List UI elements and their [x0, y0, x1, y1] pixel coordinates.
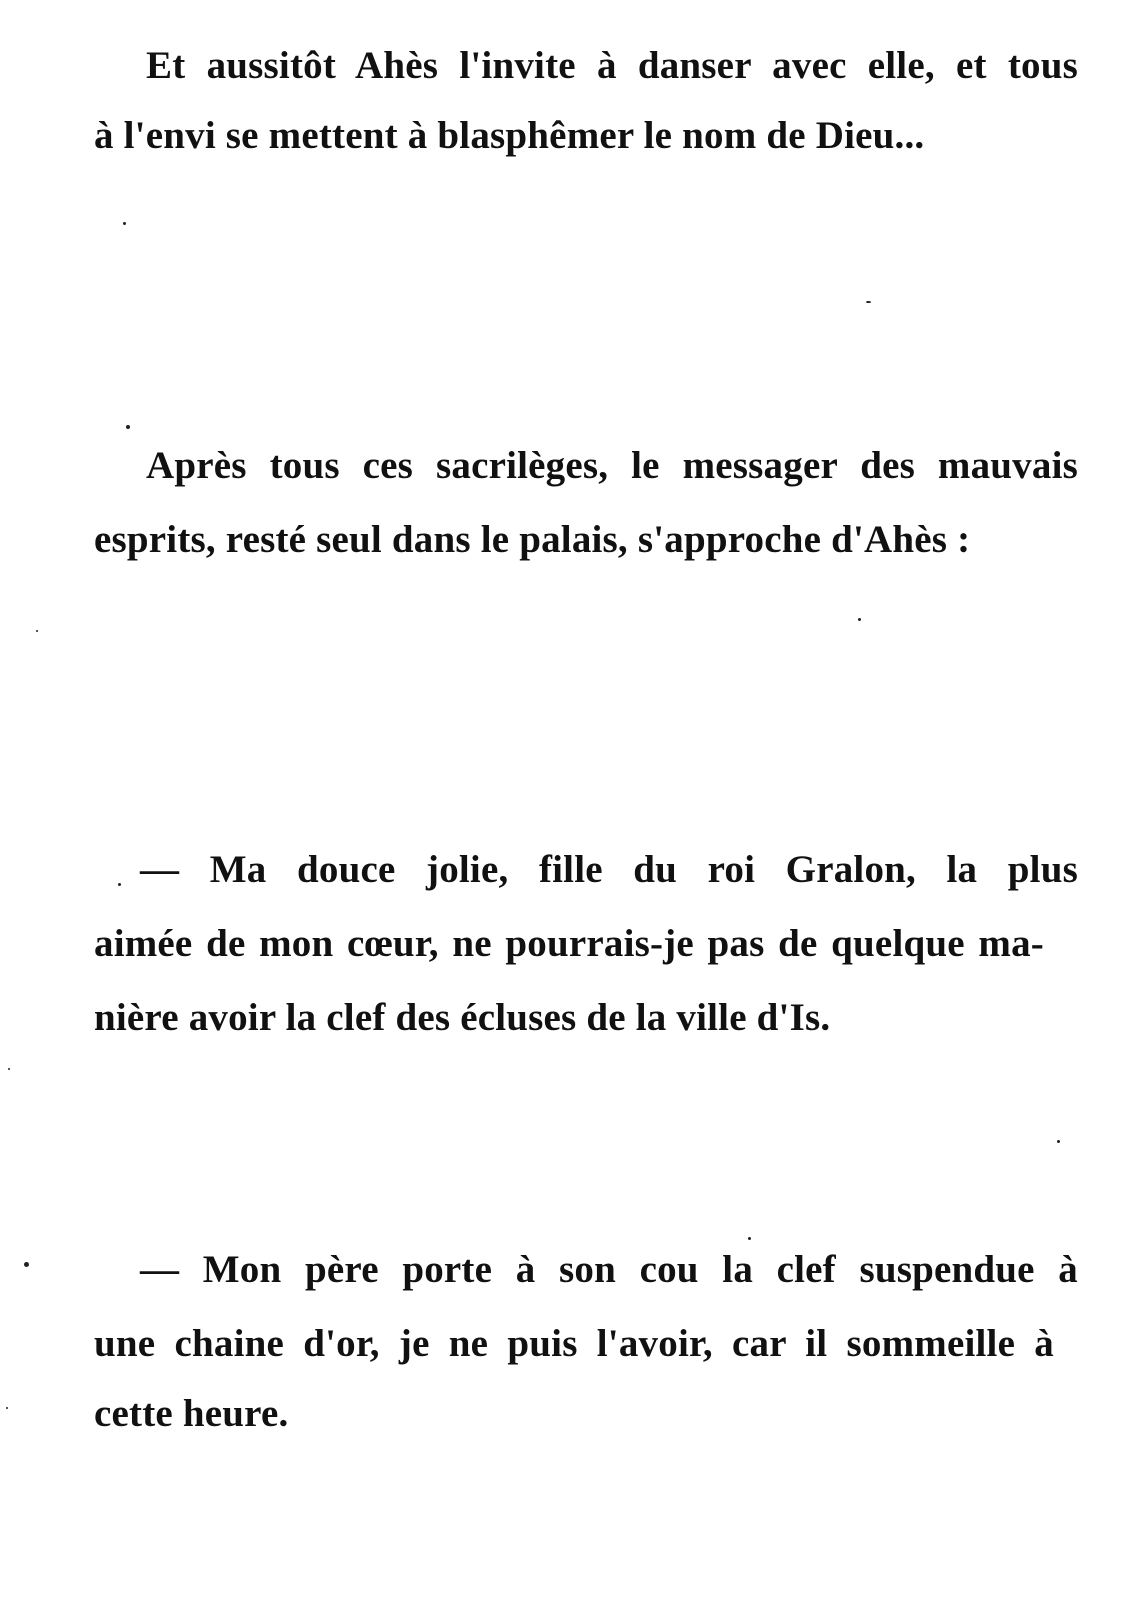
print-speck: [8, 1068, 10, 1070]
print-speck: [6, 1407, 8, 1409]
print-speck: [126, 425, 130, 429]
text-line: Et aussitôt Ahès l'invite à danser avec elle, et tous: [146, 44, 1078, 87]
print-speck: [123, 222, 126, 225]
text-line: aimée de mon cœur, ne pourrais-je pas de quelque ma-: [94, 922, 1044, 965]
print-speck: [858, 618, 861, 621]
text-line: — Ma douce jolie, fille du roi Gralon, la plus: [140, 848, 1078, 891]
text-line: — Mon père porte à son cou la clef suspendue à: [140, 1248, 1078, 1291]
text-line: Après tous ces sacrilèges, le messager des mauvais: [146, 444, 1078, 487]
text-line: une chaine d'or, je ne puis l'avoir, car il sommeille à: [94, 1322, 1054, 1365]
text-line: cette heure.: [94, 1392, 289, 1435]
text-line: à l'envi se mettent à blasphêmer le nom de Dieu...: [94, 114, 925, 157]
print-speck: [1057, 1140, 1060, 1143]
print-speck: [748, 1237, 751, 1240]
text-line: esprits, resté seul dans le palais, s'approche d'Ahès :: [94, 518, 971, 561]
print-speck: [118, 883, 121, 886]
print-speck: [866, 301, 871, 303]
text-line: nière avoir la clef des écluses de la ville d'Is.: [94, 996, 831, 1039]
print-speck: [24, 1262, 29, 1267]
print-speck: [36, 630, 38, 632]
